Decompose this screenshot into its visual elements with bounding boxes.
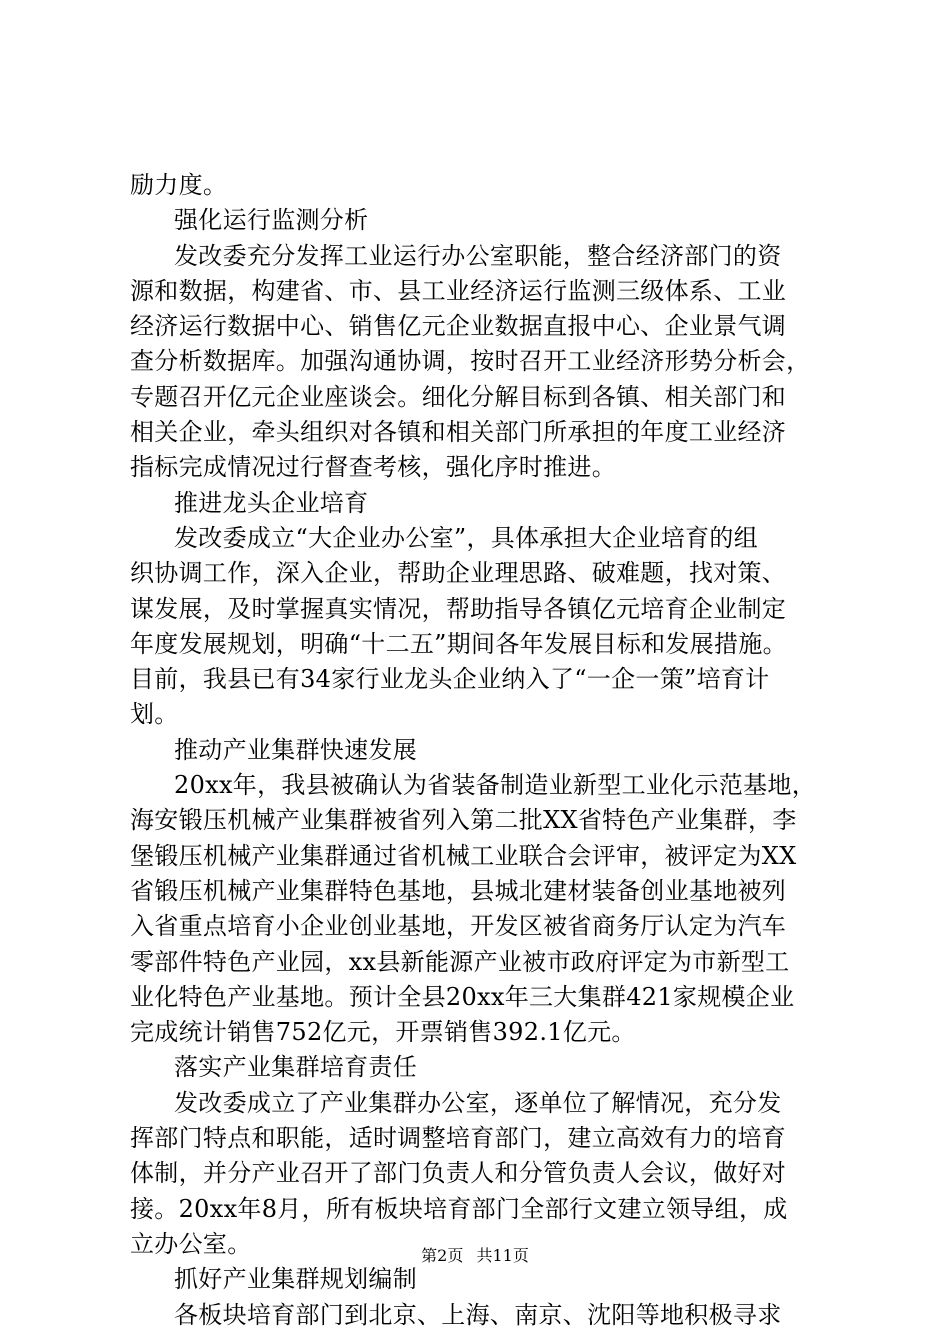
section-heading: 推进龙头企业培育 <box>174 488 369 517</box>
paragraph-line: 谋发展，及时掌握真实情况，帮助指导各镇亿元培育企业制定 <box>130 594 787 623</box>
section-heading: 落实产业集群培育责任 <box>174 1053 417 1082</box>
paragraph-line: 经济运行数据中心、销售亿元企业数据直报中心、企业景气调 <box>130 312 787 341</box>
paragraph-line: 20xx年，我县被确认为省装备制造业新型工业化示范基地， <box>174 771 817 800</box>
paragraph-line: 发改委充分发挥工业运行办公室职能，整合经济部门的资 <box>174 241 782 270</box>
section-heading: 抓好产业集群规划编制 <box>174 1265 417 1294</box>
paragraph-line: 堡锻压机械产业集群通过省机械工业联合会评审，被评定为XX <box>130 841 797 870</box>
paragraph-line: 织协调工作，深入企业，帮助企业理思路、破难题，找对策、 <box>130 559 787 588</box>
paragraph-line: 挥部门特点和职能，适时调整培育部门，建立高效有力的培育 <box>130 1124 787 1153</box>
paragraph-line: 立办公室。 <box>130 1229 252 1258</box>
document-body <box>130 168 830 1333</box>
paragraph-line: 励力度。 <box>130 171 228 199</box>
paragraph-line: 省锻压机械产业集群特色基地，县城北建材装备创业基地被列 <box>130 876 787 905</box>
paragraph-line: 目前，我县已有34家行业龙头企业纳入了“一企一策”培育计 <box>130 665 770 694</box>
page-number: 第2页 <box>421 1246 464 1265</box>
page-footer <box>0 1245 950 1267</box>
section-heading: 强化运行监测分析 <box>174 206 369 235</box>
paragraph-line: 体制，并分产业召开了部门负责人和分管负责人会议，做好对 <box>130 1159 787 1188</box>
paragraph-line: 业化特色产业基地。预计全县20xx年三大集群421家规模企业 <box>130 982 795 1011</box>
paragraph-line: 查分析数据库。加强沟通协调，按时召开工业经济形势分析会， <box>130 347 811 376</box>
paragraph-line: 源和数据，构建省、市、县工业经济运行监测三级体系、工业 <box>130 276 787 305</box>
paragraph-line: 各板块培育部门到北京、上海、南京、沈阳等地积极寻求 <box>174 1300 782 1329</box>
paragraph-line: 相关企业，牵头组织对各镇和相关部门所承担的年度工业经济 <box>130 418 787 447</box>
paragraph-line: 年度发展规划，明确“十二五”期间各年发展目标和发展措施。 <box>130 629 787 658</box>
page-total: 共11页 <box>476 1246 529 1265</box>
paragraph-line: 海安锻压机械产业集群被省列入第二批XX省特色产业集群，李 <box>130 806 797 835</box>
paragraph-line: 发改委成立“大企业办公室”，具体承担大企业培育的组 <box>174 523 759 552</box>
paragraph-line: 发改委成立了产业集群办公室，逐单位了解情况，充分发 <box>174 1088 782 1117</box>
paragraph-line: 接。20xx年8月，所有板块培育部门全部行文建立领导组，成 <box>130 1194 788 1223</box>
paragraph-line: 专题召开亿元企业座谈会。细化分解目标到各镇、相关部门和 <box>130 382 787 411</box>
section-heading: 推动产业集群快速发展 <box>174 735 417 764</box>
paragraph-line: 划。 <box>130 700 179 729</box>
paragraph-line: 完成统计销售752亿元，开票销售392.1亿元。 <box>130 1018 636 1047</box>
paragraph-line: 零部件特色产业园，xx县新能源产业被市政府评定为市新型工 <box>130 947 790 976</box>
paragraph-line: 入省重点培育小企业创业基地，开发区被省商务厅认定为汽车 <box>130 912 787 941</box>
paragraph-line: 指标完成情况过行督查考核，强化序时推进。 <box>130 453 616 482</box>
